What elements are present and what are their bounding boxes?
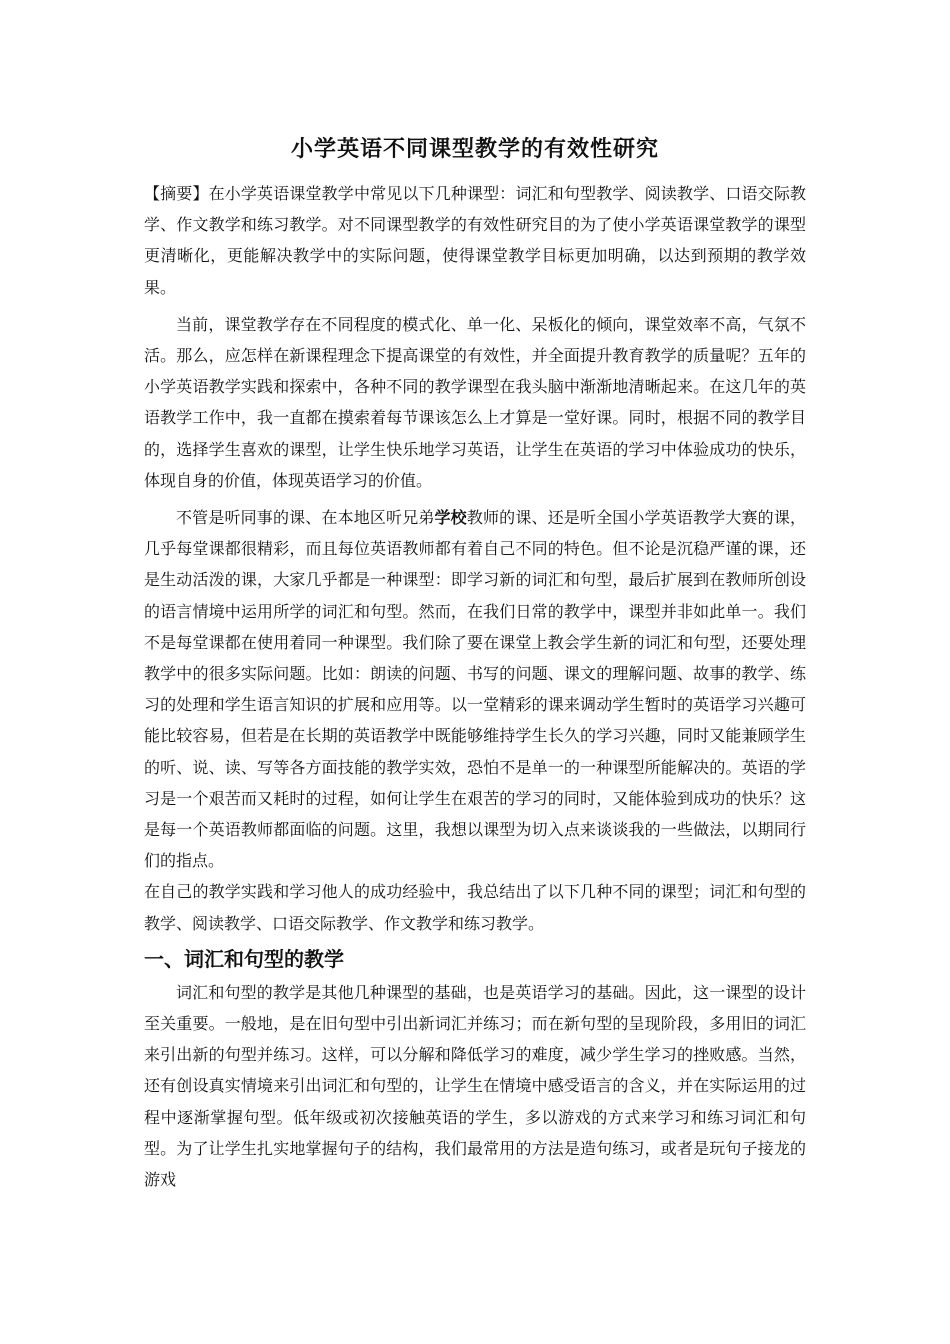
abstract-paragraph (144, 178, 806, 303)
abstract-text: 在小学英语课堂教学中常见以下几种课型：词汇和句型教学、阅读教学、口语交际教学、作文教学和练习教学。对不同课型教学的有效性研究目的为了使小学英语课堂教学的课型更清晰化，更能解决教学中的实际问题，使得课堂教学目标更加明确，以达到预期的教学效果。 (144, 184, 806, 297)
body-paragraph-2-before: 不管是听同事的课、在本地区听兄弟 (176, 508, 435, 528)
document-page (144, 128, 806, 1195)
body-paragraph-2-emphasis: 学校 (434, 508, 467, 528)
abstract-label: 【摘要】 (144, 184, 209, 203)
body-paragraph-2 (144, 502, 806, 876)
section-1-heading: 一、词汇和句型的教学 (144, 946, 344, 971)
body-paragraph-2-after: 教师的课、还是听全国小学英语教学大赛的课，几乎每堂课都很精彩，而且每位英语教师都有着自己不同的特色。但不论是沉稳严谨的课，还是生动活泼的课，大家几乎都是一种课型：即学习新的词汇和句型，最后扩展到在教师所创设的语言情境中运用所学的词汇和句型。然而，在我们日常的教学中，课型并非如此单一。我们不是每堂课都在使用着同一种课型。我们除了要在课堂上教会学生新的词汇和句型，还要处理教学中的很多实际问题。比如：朗读的问题、书写的问题、课文的理解问题、故事的教学、练习的处理和学生语言知识的扩展和应用等。以一堂精彩的课来调动学生暂时的英语学习兴趣可能比较容易，但若是在长期的英语教学中既能够维持学生长久的学习兴趣，同时又能兼顾学生的听、说、读、写等各方面技能的教学实效，恐怕不是单一的一种课型所能解决的。英语的学习是一个艰苦而又耗时的过程，如何让学生在艰苦的学习的同时，又能体验到成功的快乐？这是每一个英语教师都面临的问题。这里，我想以课型为切入点来谈谈我的一些做法，以期同行们的指点。 (144, 508, 806, 871)
section-1-paragraph: 词汇和句型的教学是其他几种课型的基础，也是英语学习的基础。因此，这一课型的设计至关重要。一般地，是在旧句型中引出新词汇并练习；而在新句型的呈现阶段，多用旧的词汇来引出新的句型并练习。这样，可以分解和降低学习的难度，减少学生学习的挫败感。当然，还有创设真实情境来引出词汇和句型的，让学生在情境中感受语言的含义，并在实际运用的过程中逐渐掌握句型。低年级或初次接触英语的学生，多以游戏的方式来学习和练习词汇和句型。为了让学生扎实地掌握句子的结构，我们最常用的方法是造句练习，或者是玩句子接龙的游戏 (144, 982, 806, 1190)
body-paragraph-1: 当前，课堂教学存在不同程度的模式化、单一化、呆板化的倾向，课堂效率不高，气氛不活。那么，应怎样在新课程理念下提高课堂的有效性，并全面提升教育教学的质量呢？五年的小学英语教学实践和探索中，各种不同的教学课型在我头脑中渐渐地清晰起来。在这几年的英语教学工作中，我一直都在摸索着每节课该怎么上才算是一堂好课。同时，根据不同的教学目的，选择学生喜欢的课型，让学生快乐地学习英语，让学生在英语的学习中体验成功的快乐，体现自身的价值，体现英语学习的价值。 (144, 314, 806, 490)
document-title: 小学英语不同课型教学的有效性研究 (290, 137, 659, 162)
body-paragraph-3: 在自己的教学实践和学习他人的成功经验中，我总结出了以下几种不同的课型；词汇和句型的教学、阅读教学、口语交际教学、作文教学和练习教学。 (144, 882, 806, 933)
